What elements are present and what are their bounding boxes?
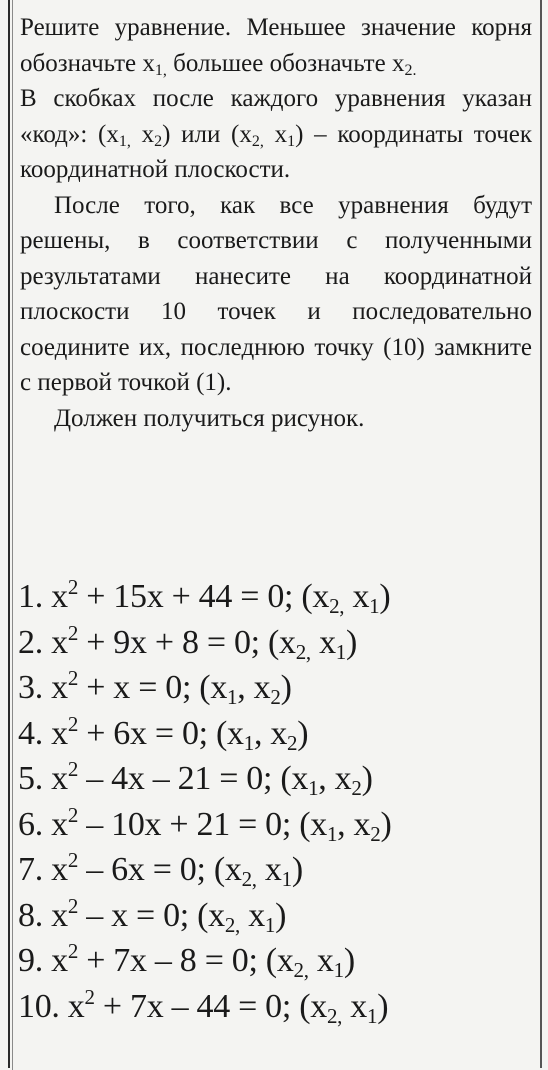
equation-text: x [344, 578, 370, 615]
equation-text: + 15x + 44 = 0; (x [78, 578, 330, 615]
equation-text: – 4x – 21 = 0; (x [78, 760, 309, 797]
equation-text: x [310, 623, 336, 661]
equation-text: ) [291, 851, 303, 888]
subscript: 1 [281, 867, 292, 891]
subscript: 2, [326, 1003, 343, 1028]
equation-text: ) [297, 714, 309, 752]
exponent: 2 [67, 848, 79, 872]
equation-3 [18, 665, 538, 711]
equation-text: x [42, 623, 68, 661]
exponent: 2 [67, 666, 79, 690]
equation-5 [18, 756, 538, 802]
equation-text: x [42, 896, 68, 934]
equation-text: ) [280, 669, 292, 706]
subscript: 2, [329, 594, 345, 618]
instruction-text: ) – координаты точек координатной плоскости. [20, 120, 533, 183]
equation-10 [18, 984, 538, 1030]
subscript: 1 [287, 132, 296, 150]
equation-text: x [42, 760, 68, 797]
subscript: 1 [333, 958, 344, 982]
equation-text: x [42, 805, 68, 843]
equation-9 [18, 938, 538, 984]
subscript: 2, [251, 132, 264, 150]
equation-8 [18, 893, 538, 939]
exponent: 2 [84, 984, 95, 1009]
equation-text: + 7x – 44 = 0; (x [94, 987, 327, 1025]
equation-text: – x = 0; (x [78, 896, 225, 934]
subscript: 1 [264, 912, 276, 937]
exponent: 2 [67, 757, 79, 781]
subscript: 1 [367, 1003, 378, 1028]
equation-text: + 6x = 0; (x [78, 714, 244, 752]
subscript: 2 [270, 685, 281, 709]
equation-text: – 6x = 0; (x [78, 851, 242, 888]
equation-text: x [42, 851, 68, 888]
equation-2 [18, 620, 538, 666]
equation-text: , x [337, 805, 371, 843]
subscript: 1 [326, 821, 338, 846]
equation-text: ) [275, 896, 287, 934]
equation-text: 9. [18, 942, 43, 979]
equation-text: 2. [18, 623, 43, 661]
equation-text: ) [345, 623, 358, 661]
equation-text: , x [318, 760, 352, 797]
equation-text: x [342, 987, 367, 1025]
equation-text: 8. [18, 896, 43, 934]
exponent: 2 [67, 575, 79, 599]
instruction-text: В скобках после каждого уравнения указан «код»: (x [20, 85, 532, 148]
equation-text: x [42, 669, 68, 706]
instruction-paragraph-3: После того, как все уравнения будут решены, в соответствии с полученными результатами нанесите на координатной плоскости 10 точек и последовательно соедините их, последнюю точку (10) замкните с первой точкой (1). [20, 191, 532, 396]
equation-text: ) [380, 805, 392, 843]
equation-text: 10. [18, 987, 60, 1025]
equation-text: + x = 0; (x [78, 669, 228, 706]
equation-text: ) [377, 987, 389, 1025]
equation-text: , x [237, 669, 271, 706]
subscript: 1 [369, 594, 380, 618]
equation-text: + 7x – 8 = 0; (x [78, 942, 294, 979]
equation-text: x [42, 578, 68, 615]
instruction-text: ) или (x [162, 120, 252, 148]
equation-text: 3. [18, 669, 43, 706]
exponent: 2 [67, 939, 79, 963]
equation-text: 7. [18, 851, 43, 888]
equation-text: x [42, 942, 68, 979]
instruction-paragraph-4: Должен получиться рисунок. [54, 404, 365, 432]
subscript: 2 [370, 821, 381, 846]
equation-text: x [308, 942, 334, 979]
subscript: 2 [154, 132, 163, 150]
exponent: 2 [67, 802, 79, 827]
instruction-text: x [263, 120, 288, 148]
subscript: 1, [118, 132, 131, 150]
subscript: 2, [224, 912, 241, 937]
equation-text: – 10x + 21 = 0; (x [78, 805, 327, 843]
subscript: 1, [154, 61, 167, 79]
exponent: 2 [67, 893, 79, 918]
subscript: 2, [293, 958, 309, 982]
subscript: 1 [227, 685, 238, 709]
instruction-text: x [130, 120, 155, 148]
equation-text: ) [343, 942, 355, 979]
equation-text: ) [361, 760, 373, 797]
equation-list [18, 574, 538, 1029]
equation-text: 5. [18, 760, 43, 797]
equation-text: 1. [18, 578, 43, 615]
exponent: 2 [67, 620, 79, 645]
margin-line [12, 0, 13, 1070]
equation-text: x [240, 896, 265, 934]
exponent: 2 [67, 711, 79, 736]
subscript: 2, [241, 867, 257, 891]
equation-6 [18, 802, 538, 848]
subscript: 2. [404, 61, 417, 79]
instruction-paragraph-1 [20, 10, 532, 81]
subscript: 2 [287, 730, 298, 755]
equation-4 [18, 711, 538, 757]
equation-text: x [59, 987, 85, 1025]
equation-text: x [256, 851, 282, 888]
subscript: 1 [308, 776, 319, 800]
subscript: 1 [335, 639, 346, 664]
subscript: 2, [295, 639, 311, 664]
equation-text: , x [253, 714, 288, 752]
subscript: 1 [243, 730, 254, 755]
equation-1 [18, 574, 538, 620]
equation-text: ) [379, 578, 391, 615]
equation-7 [18, 847, 538, 893]
equation-text: 4. [18, 714, 43, 752]
instruction-text: Решите уравнение. Меньшее значение корня обозначьте x [20, 14, 532, 77]
equation-text: x [42, 714, 68, 752]
instruction-text: большее обозначьте x [166, 49, 405, 77]
equation-text: 6. [18, 805, 43, 843]
subscript: 2 [351, 776, 362, 800]
instructions [20, 10, 532, 436]
equation-text: + 9x + 8 = 0; (x [78, 623, 296, 661]
instruction-paragraph-2 [20, 81, 532, 188]
